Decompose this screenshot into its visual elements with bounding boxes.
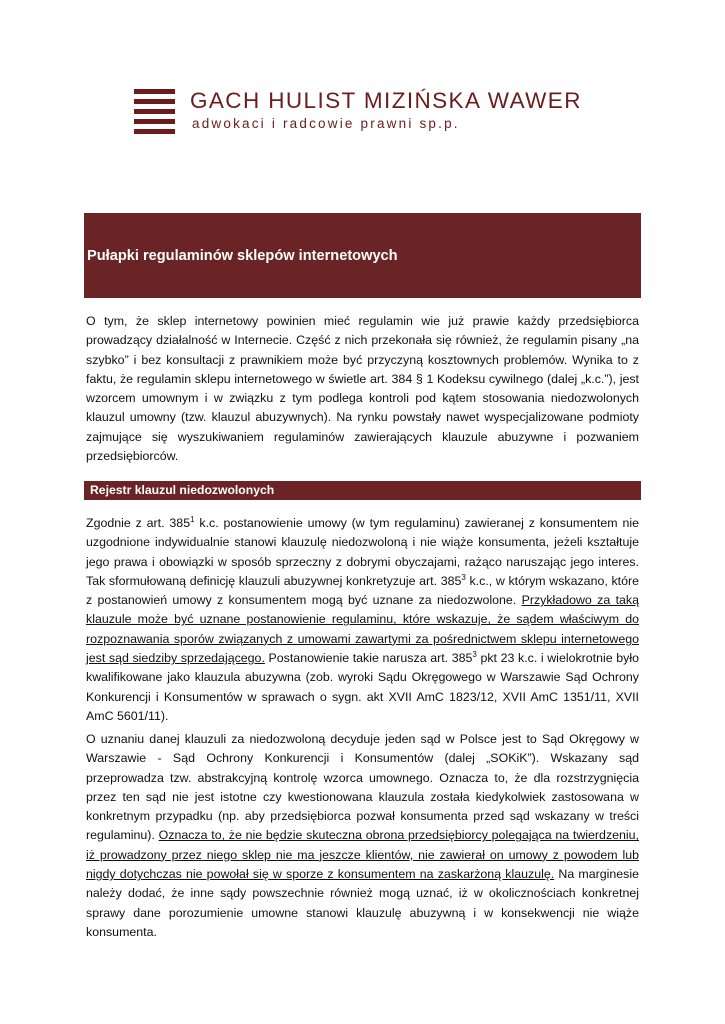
superscript: 1 xyxy=(190,514,195,524)
text-span: Postanowienie takie narusza art. 385 xyxy=(264,651,473,666)
text-span: Na marginesie należy dodać, że inne sądy powszechnie również mogą uznać, iż w okolicznościach konkretnej sprawy dane porozumienie umowne stanowi klauzulę abuzywną i w konsekwencji nie wiąże konsumenta. xyxy=(86,867,639,939)
text-span: pkt 23 k.c. i wielokrotnie było kwalifikowane jako klauzula abuzywna (zob. wyroki Sądu Okręgowego w Warszawie Sąd Ochrony Konkurencji i Konsumentów w sprawach o sygn. akt XVII AmC 1823/12, XVII AmC 1351/11, XVII AmC 5601/11). xyxy=(86,651,640,723)
section-heading: Rejestr klauzul niedozwolonych xyxy=(84,481,641,500)
underlined-text: Oznacza to, że nie będzie skuteczna obrona przedsiębiorcy polegająca na twierdzeniu, iż prowadzony przez niego sklep nie ma jeszcze klientów, nie zawierał on umowy z powodem lub nigdy dotychczas nie powołał się w sporze z konsumentem na zaskarżoną klauzulę. xyxy=(86,828,640,882)
superscript: 3 xyxy=(461,572,466,582)
paragraph-definition xyxy=(86,514,639,726)
superscript: 3 xyxy=(472,649,477,659)
document-title: Pułapki regulaminów sklepów internetowych xyxy=(87,247,398,264)
text-span: Zgodnie z art. 385 xyxy=(86,516,191,530)
underlined-text: Przykładowo za taką klauzule może być uznane postanowienie regulaminu, które wskazuje, że sądem właściwym do rozpoznawania sporów związanych z umowami zawartymi za pośrednictwem sklepu internetowego jest sąd siedziby sprzedającego. xyxy=(86,593,639,666)
title-banner xyxy=(84,213,641,298)
text-span: O uznaniu danej klauzuli za niedozwoloną decyduje jeden sąd w Polsce jest to Sąd Okręgowy w Warszawie - Sąd Ochrony Konkurencji i Konsumentów (dalej „SOKiK”). Wskazany sąd przeprowadza tzw. abstrakcyjną kontrolę wzorca umownego. Oznacza to, że dla rozstrzygnięcia przez ten sąd nie jest istotne czy kwestionowana klauzula została kiedykolwiek zastosowana w konkretnym przypadku (np. aby przedsiębiorca pozwał konsumenta przed sąd wskazany w treści regulaminu). xyxy=(86,732,639,843)
text-span: k.c., w którym wskazano, które z postanowień umowy z konsumentem mogą być uznane za niedozwolone. xyxy=(86,573,639,608)
text-span: k.c. postanowienie umowy (w tym regulaminu) zawieranej z konsumentem nie uzgodnione indywidualnie stanowi klauzulę niedozwoloną i nie wiąże konsumenta, jeżeli kształtuje jego prawa i obowiązki w sposób sprzeczny z dobrymi obyczajami, rażąco naruszając jego interes. Tak sformułowaną definicję klauzuli abuzywnej konkretyzuje art. 385 xyxy=(86,516,639,588)
paragraph-sokik xyxy=(86,730,639,942)
logo-stripes-icon xyxy=(134,89,175,139)
paragraph-intro: O tym, że sklep internetowy powinien mieć regulamin wie już prawie każdy przedsiębiorca prowadzący działalność w Internecie. Część z nich przekonała się również, że regulamin pisany „na szybko” i bez konsultacji z prawnikiem może być przyczyną kosztownych problemów. Wynika to z faktu, że regulamin sklepu internetowego w świetle art. 384 § 1 Kodeksu cywilnego (dalej „k.c.”), jest wzorcem umownym i w związku z tym podlega kontroli pod kątem stosowania niedozwolonych klauzul umowny (tzw. klauzul abuzywnych). Na rynku powstały nawet wyspecjalizowane podmioty zajmujące się wyszukiwaniem regulaminów zawierających klauzule abuzywne i pozwaniem przedsiębiorców. xyxy=(86,314,639,464)
firm-name: GACH HULIST MIZIŃSKA WAWER xyxy=(190,88,582,113)
firm-subtitle: adwokaci i radcowie prawni sp.p. xyxy=(192,116,460,131)
